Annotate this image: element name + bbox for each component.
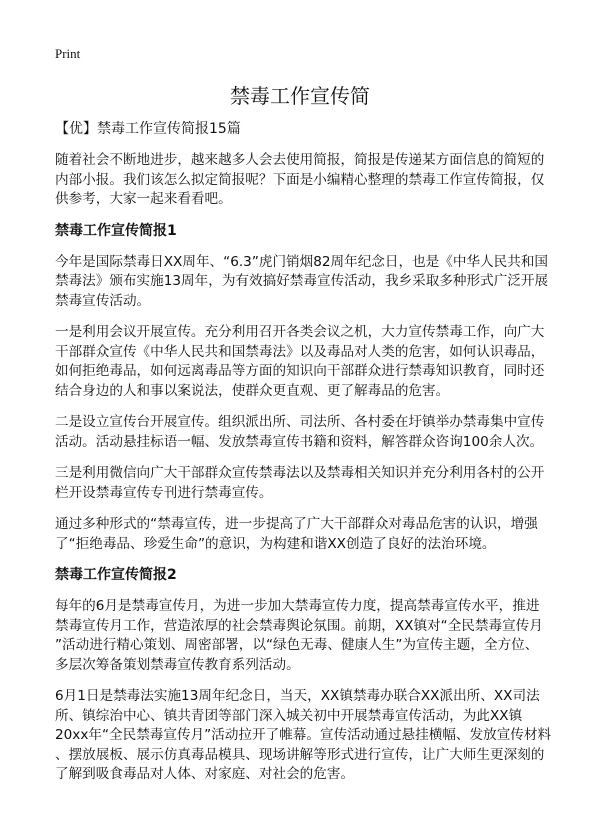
paragraph: [55, 413, 555, 452]
paragraph-line: 、摆放展板、展示仿真毒品模具、现场讲解等形式进行宣传，让广大师生更深刻的: [55, 746, 545, 763]
paragraph-line: 禁毒法》颁布实施13周年，为有效搞好禁毒宣传活动，我乡采取多种形式广泛开展: [55, 273, 549, 289]
paragraph-line: 多层次筹备策划禁毒宣传教育系列活动。: [55, 656, 300, 673]
paragraph-line: 禁毒宣传活动。: [55, 292, 151, 309]
section-heading: 禁毒工作宣传简报2: [55, 567, 177, 583]
document-body: [55, 120, 555, 797]
paragraph-line: 随着社会不断地进步，越来越多人会去使用简报，简报是传递某方面信息的简短的: [55, 152, 545, 168]
document-subtitle: 【优】禁毒工作宣传简报15篇: [55, 121, 241, 137]
paragraph-line: 所、镇综治中心、镇共青团等部门深入城关初中开展禁毒宣传活动，为此XX镇: [55, 707, 523, 724]
paragraph-line: 干部群众宣传《中华人民共和国禁毒法》以及毒品对人类的危害，如何认识毒品，: [55, 343, 545, 360]
paragraph-line: 通过多种形式的“禁毒宣传，进一步提高了广大干部群众对毒品危害的认识，增强: [55, 516, 538, 532]
paragraph-line: 6月1日是禁毒法实施13周年纪念日，当天，XX镇禁毒办联合XX派出所、XX司法: [55, 688, 540, 704]
paragraph: [55, 464, 555, 503]
paragraph-line: 20xx年“全民禁毒宣传月”活动拉开了帷幕。宣传活动通过悬挂横幅、发放宣传材料: [55, 727, 552, 743]
paragraph-line: 栏开设禁毒宣传专刊进行禁毒宣传。: [55, 484, 273, 501]
paragraph-line: 结合身边的人和事以案说法，使群众更直观、更了解毒品的危害。: [55, 382, 450, 399]
paragraph-line: 一是利用会议开展宣传。充分利用召开各类会议之机，大力宣传禁毒工作，向广大: [55, 324, 545, 340]
paragraph-line: 三是利用微信向广大干部群众宣传禁毒法以及禁毒相关知识并充分利用各村的公开: [55, 465, 545, 481]
paragraph: [55, 515, 555, 554]
paragraph: [55, 151, 555, 210]
paragraph-line: 禁毒宣传月工作，营造浓厚的社会禁毒舆论氛围。前期，XX镇对“全民禁毒宣传月: [55, 617, 543, 634]
paragraph-line: 如何拒绝毒品，如何远离毒品等方面的知识向干部群众进行禁毒知识教育，同时还: [55, 363, 545, 379]
paragraph: [55, 323, 555, 401]
print-link[interactable]: Print: [55, 46, 81, 61]
paragraph: [55, 253, 555, 312]
paragraph-line: 二是设立宣传台开展宣传。组织派出所、司法所、各村委在圩镇举办禁毒集中宣传: [55, 414, 545, 430]
paragraph-line: ”活动进行精心策划、周密部署，以“绿色无毒、健康人生”为宣传主题，全方位、: [55, 637, 539, 653]
paragraph: [55, 597, 555, 675]
paragraph-line: 内部小报。我们该怎么拟定简报呢？下面是小编精心整理的禁毒工作宣传简报，仅: [55, 171, 545, 188]
paragraph: [55, 687, 555, 785]
paragraph-line: 了“拒绝毒品、珍爱生命”的意识，为构建和谐XX创造了良好的法治环境。: [55, 535, 496, 552]
paragraph-line: 供参考，大家一起来看看吧。: [55, 191, 232, 207]
paragraph-line: 了解到吸食毒品对人体、对家庭、对社会的危害。: [55, 766, 355, 782]
section-heading: 禁毒工作宣传简报1: [55, 222, 177, 239]
paragraph-line: 活动。活动悬挂标语一幅、发放禁毒宣传书籍和资料，解答群众咨询100余人次。: [55, 433, 544, 450]
paragraph-line: 今年是国际禁毒日XX周年、“6.3”虎门销烟82周年纪念日，也是《中华人民共和国: [55, 253, 549, 270]
paragraph-line: 每年的6月是禁毒宣传月，为进一步加大禁毒宣传力度，提高禁毒宣传水平，推进: [55, 598, 540, 614]
page-title: 禁毒工作宣传简: [230, 84, 370, 108]
